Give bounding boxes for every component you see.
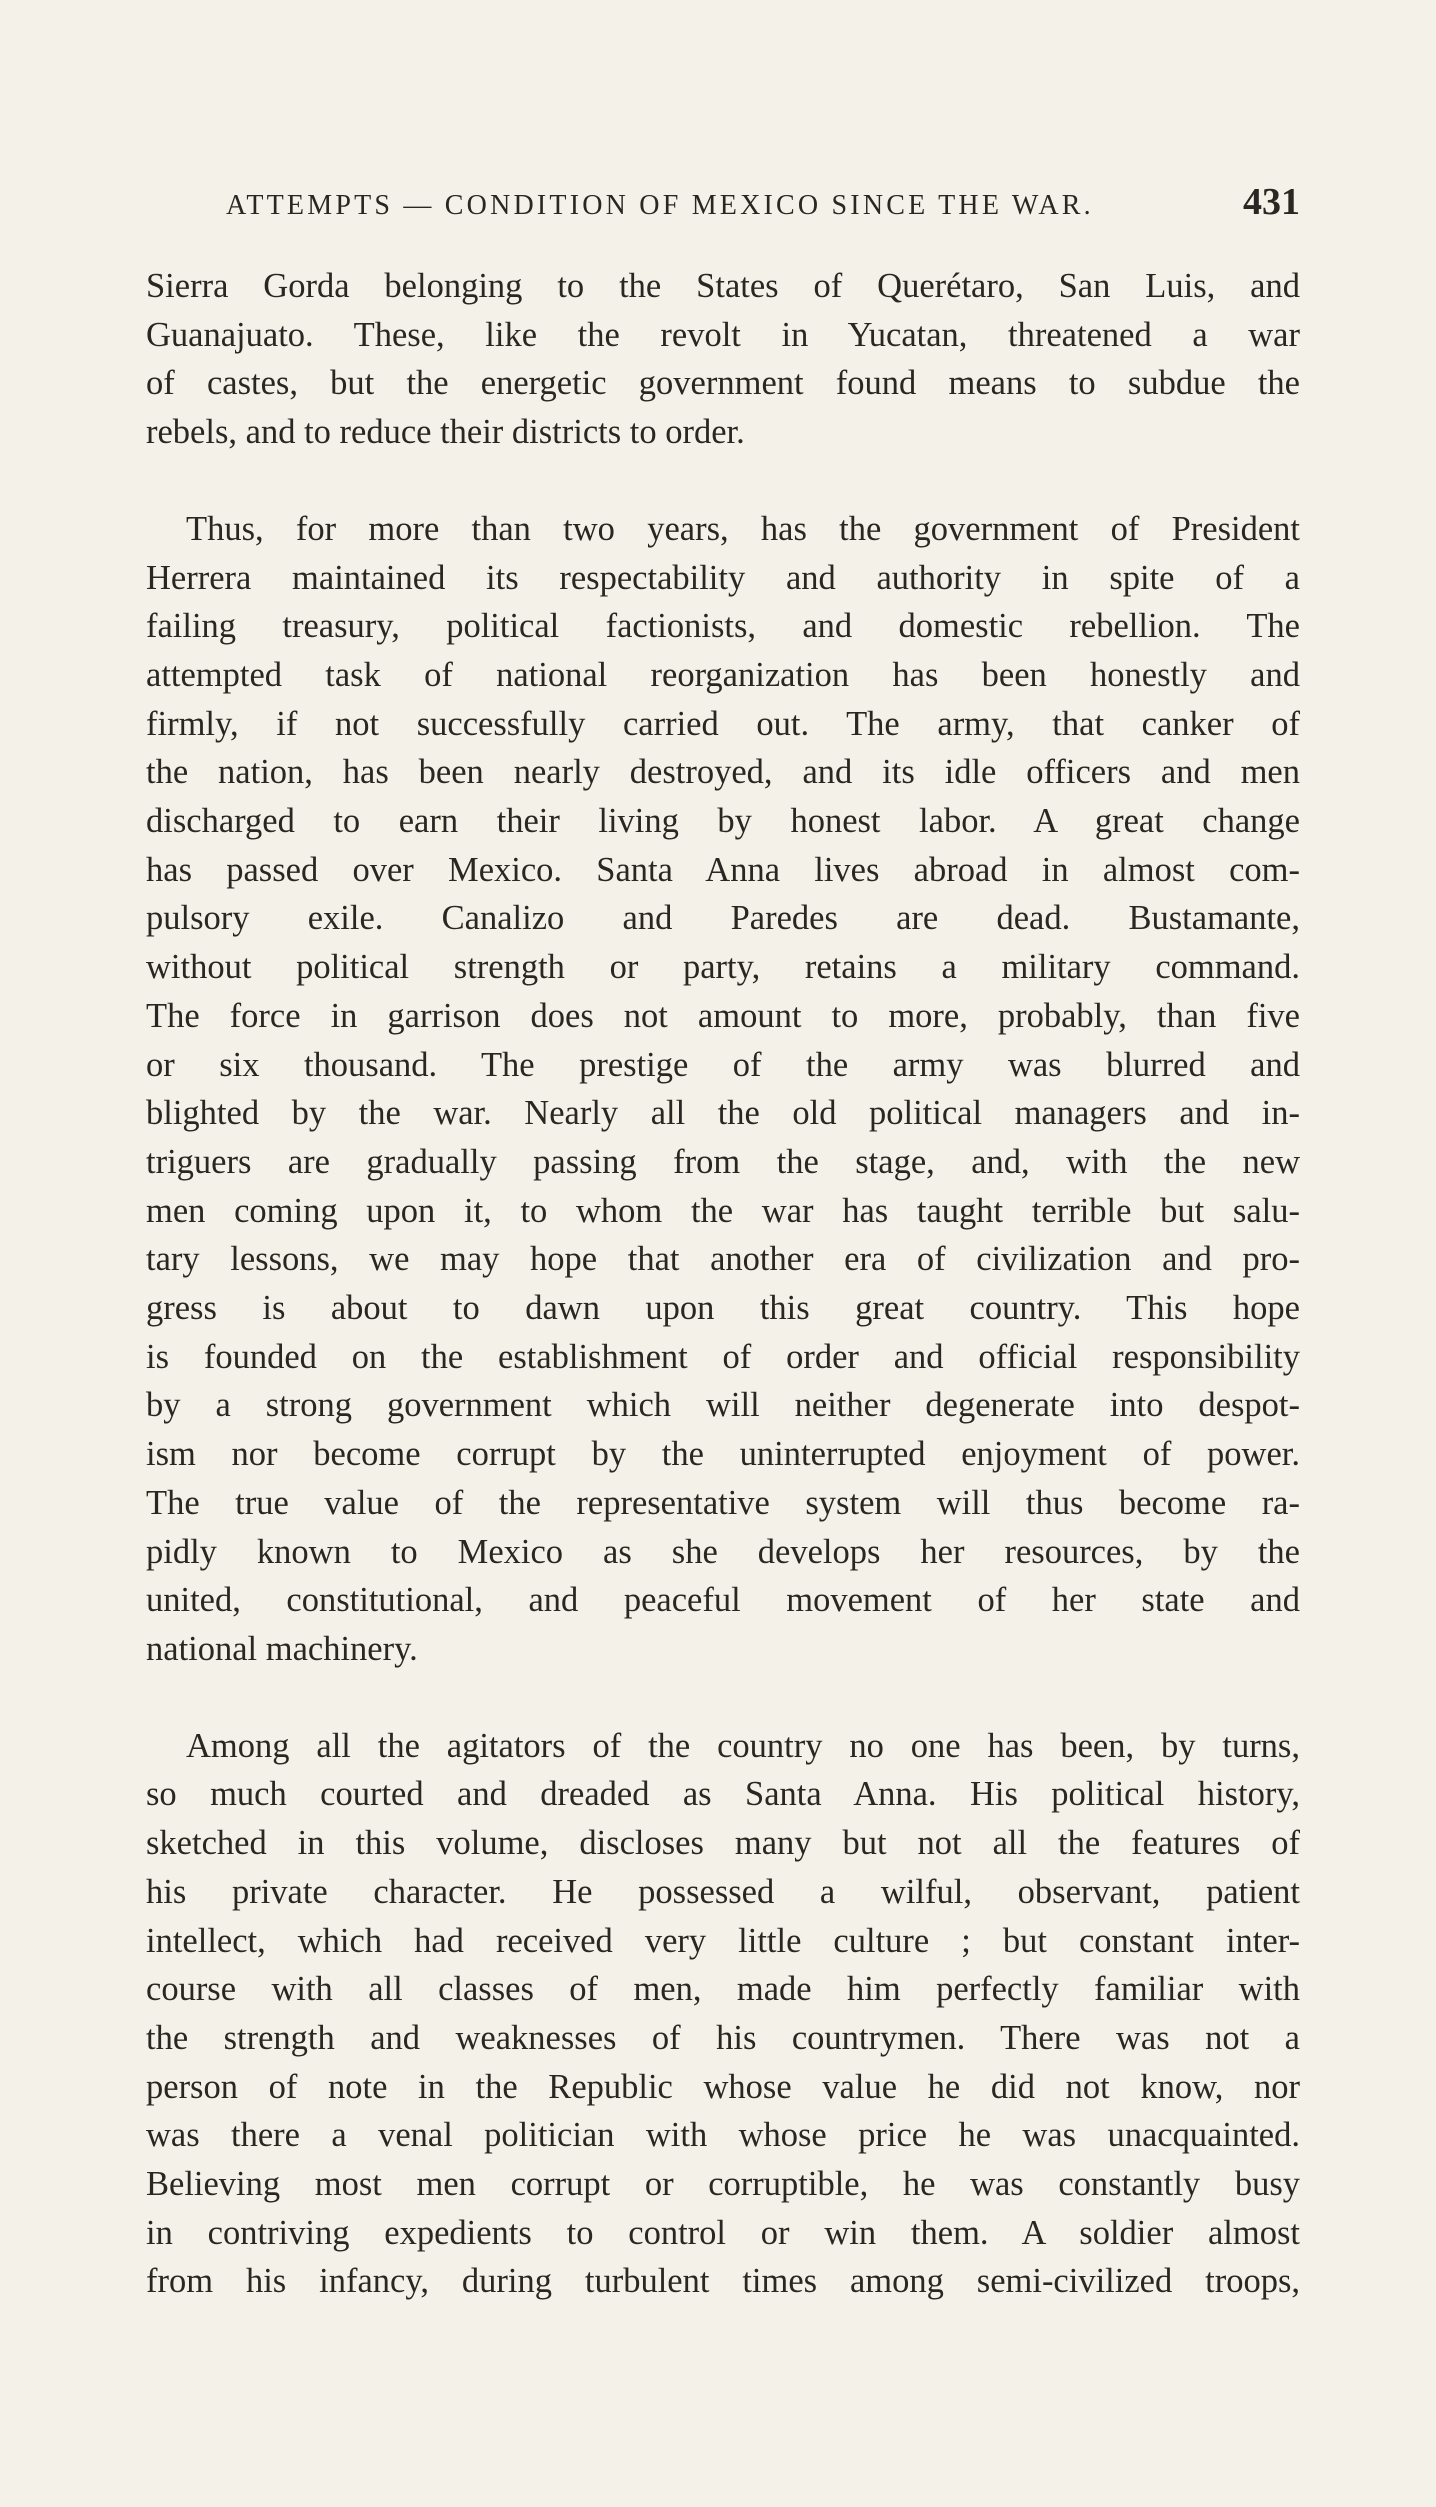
- text-line: Believing most men corrupt or corruptible, he was constantly busy: [146, 2165, 1300, 2204]
- text-line: person of note in the Republic whose value he did not know, nor: [146, 2067, 1300, 2106]
- text-line: in contriving expedients to control or win them. A soldier almost: [146, 2213, 1300, 2252]
- text-line: blighted by the war. Nearly all the old political managers and in-: [146, 1094, 1300, 1133]
- text-line: of castes, but the energetic government found means to subdue the: [146, 364, 1300, 403]
- text-line: course with all classes of men, made him perfectly familiar with: [146, 1970, 1300, 2009]
- text-line: Sierra Gorda belonging to the States of Querétaro, San Luis, and: [146, 267, 1300, 305]
- text-line: so much courted and dreaded as Santa Anna. His political history,: [146, 1775, 1300, 1814]
- text-line: men coming upon it, to whom the war has taught terrible but salu-: [146, 1191, 1300, 1230]
- text-line: Thus, for more than two years, has the government of President: [186, 509, 1300, 548]
- text-line: The force in garrison does not amount to more, probably, than five: [146, 996, 1300, 1035]
- text-line: rebels, and to reduce their districts to order.: [146, 413, 745, 452]
- text-line: the strength and weaknesses of his countrymen. There was not a: [146, 2018, 1300, 2057]
- text-line: Among all the agitators of the country no one has been, by turns,: [186, 1726, 1300, 1765]
- text-line: is founded on the establishment of order and official responsibility: [146, 1337, 1300, 1376]
- text-line: ism nor become corrupt by the uninterrupted enjoyment of power.: [146, 1435, 1300, 1474]
- text-line: firmly, if not successfully carried out. The army, that canker of: [146, 704, 1300, 743]
- text-line: The true value of the representative system will thus become ra-: [146, 1483, 1300, 1522]
- paragraph-1: [146, 262, 1300, 457]
- text-line: the nation, has been nearly destroyed, and its idle officers and men: [146, 753, 1300, 792]
- paragraph-2: [146, 505, 1300, 1674]
- text-line: intellect, which had received very little culture ; but constant inter-: [146, 1921, 1300, 1960]
- running-head: ATTEMPTS — CONDITION OF MEXICO SINCE THE WAR.: [226, 190, 1094, 221]
- text-line: was there a venal politician with whose price he was unacquainted.: [146, 2116, 1300, 2155]
- text-line: Herrera maintained its respectability and authority in spite of a: [146, 558, 1300, 597]
- text-line: national machinery.: [146, 1629, 418, 1668]
- text-line: pidly known to Mexico as she develops her resources, by the: [146, 1532, 1300, 1571]
- body-text: [146, 262, 1300, 2306]
- text-line: by a strong government which will neither degenerate into despot-: [146, 1386, 1300, 1425]
- text-line: triguers are gradually passing from the stage, and, with the new: [146, 1142, 1300, 1181]
- text-line: his private character. He possessed a wilful, observant, patient: [146, 1872, 1300, 1911]
- page-header: [226, 178, 1300, 234]
- text-line: without political strength or party, retains a military command.: [146, 948, 1300, 987]
- text-line: discharged to earn their living by honest labor. A great change: [146, 802, 1300, 841]
- paragraph-3: [146, 1722, 1300, 2306]
- text-line: tary lessons, we may hope that another era of civilization and pro-: [146, 1240, 1300, 1279]
- text-line: failing treasury, political factionists, and domestic rebellion. The: [146, 607, 1300, 646]
- text-line: or six thousand. The prestige of the army was blurred and: [146, 1045, 1300, 1084]
- text-line: united, constitutional, and peaceful movement of her state and: [146, 1581, 1300, 1620]
- text-line: has passed over Mexico. Santa Anna lives abroad in almost com-: [146, 850, 1300, 889]
- text-line: Guanajuato. These, like the revolt in Yucatan, threatened a war: [146, 315, 1300, 354]
- text-line: pulsory exile. Canalizo and Paredes are dead. Bustamante,: [146, 899, 1300, 938]
- text-line: sketched in this volume, discloses many but not all the features of: [146, 1824, 1300, 1863]
- text-line: attempted task of national reorganization has been honestly and: [146, 655, 1300, 694]
- page-number: 431: [1243, 181, 1300, 223]
- text-line: gress is about to dawn upon this great country. This hope: [146, 1289, 1300, 1328]
- text-line: from his infancy, during turbulent times among semi-civilized troops,: [146, 2262, 1300, 2301]
